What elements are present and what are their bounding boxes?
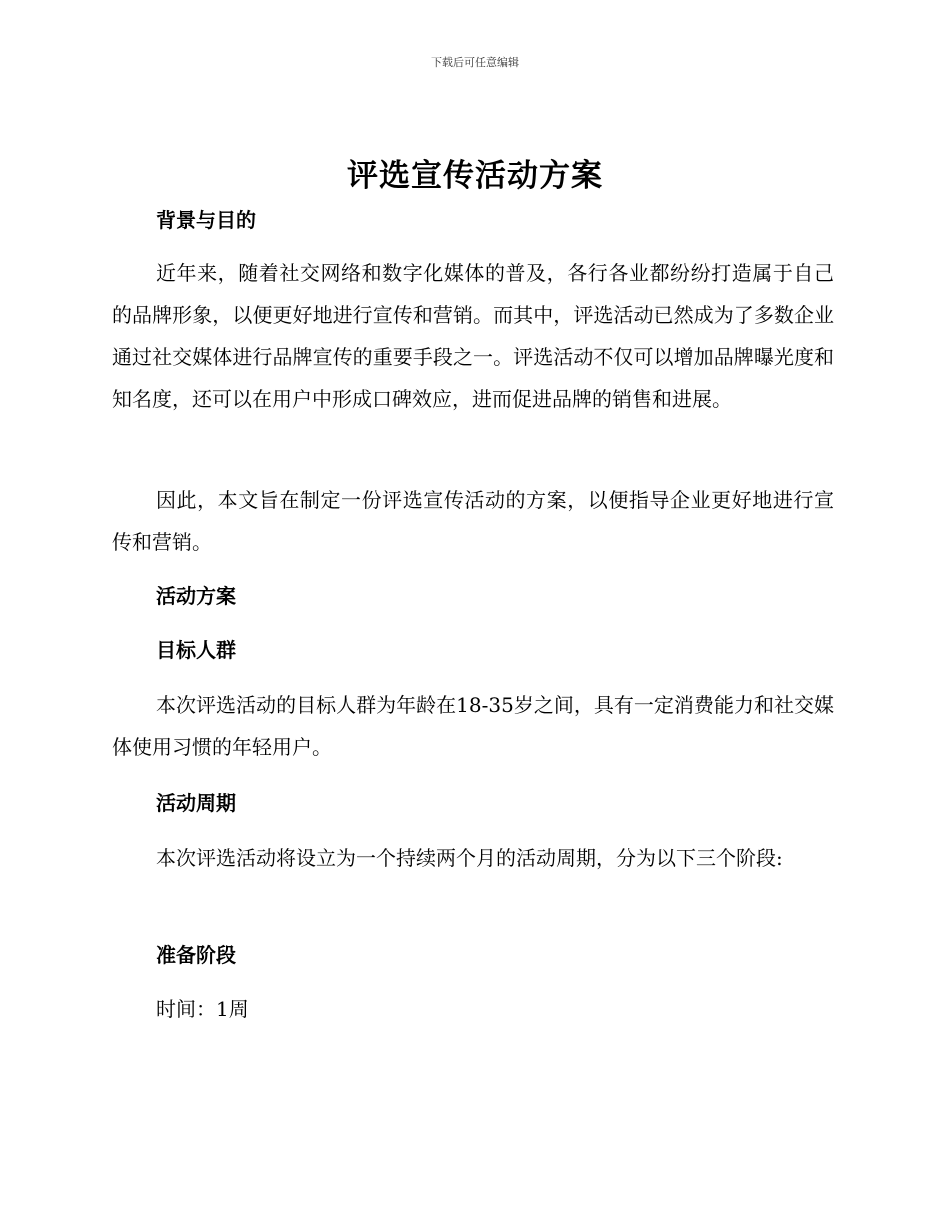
paragraph-background-1: 近年来，随着社交网络和数字化媒体的普及，各行各业都纷纷打造属于自己的品牌形象，以便更好地进行宣传和营销。而其中，评选活动已然成为了多数企业通过社交媒体进行品牌宣传的重要手段之一。评选活动不仅可以增加品牌曝光度和知名度，还可以在用户中形成口碑效应，进而促进品牌的销售和进展。 — [112, 261, 834, 411]
heading-cycle: 活动周期 — [156, 791, 236, 815]
document-title: 评选宣传活动方案 — [347, 158, 603, 194]
paragraph-target: 本次评选活动的目标人群为年龄在18-35岁之间，具有一定消费能力和社交媒体使用习惯的年轻用户。 — [112, 693, 834, 759]
prep-time: 时间：1周 — [156, 997, 249, 1021]
paragraph-cycle: 本次评选活动将设立为一个持续两个月的活动周期，分为以下三个阶段: — [156, 846, 783, 870]
paragraph-background-2: 因此，本文旨在制定一份评选宣传活动的方案，以便指导企业更好地进行宣传和营销。 — [112, 488, 834, 554]
heading-prep: 准备阶段 — [156, 943, 236, 967]
heading-background: 背景与目的 — [156, 208, 256, 232]
header-note: 下载后可任意编辑 — [431, 56, 519, 69]
heading-plan: 活动方案 — [156, 584, 236, 608]
heading-target: 目标人群 — [156, 638, 236, 662]
